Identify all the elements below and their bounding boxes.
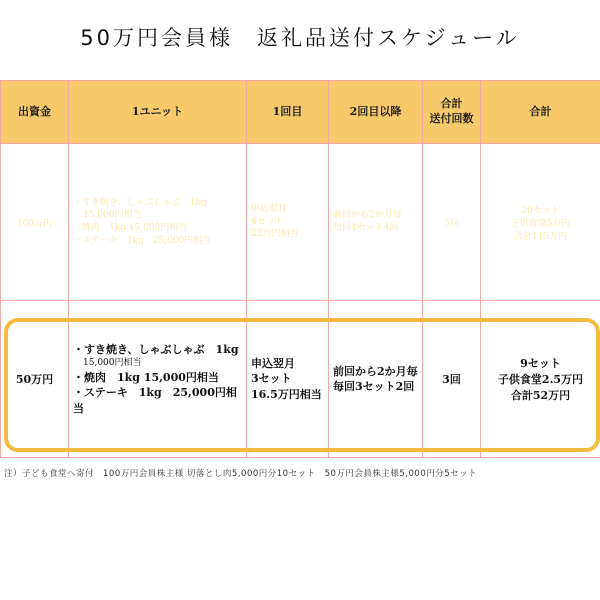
unit-item-sukiyaki-price: 15,000円相当 [83, 358, 142, 369]
cell-count: 3回 [423, 301, 481, 458]
cell-first [247, 301, 329, 458]
first-line2: 3セット [251, 372, 292, 386]
header-row [1, 81, 600, 144]
header-count-line1: 合計 [440, 97, 463, 111]
total-line2: 子供食堂2.5万円 [497, 373, 584, 386]
first-line1: 申込翌月 [251, 356, 295, 370]
schedule-table [0, 80, 600, 458]
first-line1: 申込翌月 [251, 204, 288, 215]
unit-item-steak: ・ステーキ 1kg 25,000円相当 [73, 386, 237, 415]
cell-amount: 100万円 [1, 144, 69, 301]
footnote: 注）子ども食堂へ寄付 100万円会員株主様 切落とし肉5,000円分10セット 50万円会員株主様5,000円分5セット [4, 469, 478, 479]
header-total: 合計 [481, 81, 600, 144]
cell-total [481, 301, 600, 458]
unit-item-sukiyaki: ・すき焼き、しゃぶしゃぶ 1kg [73, 197, 207, 208]
first-line3: 16.5万円相当 [251, 387, 322, 401]
total-line1: 20セット [521, 205, 560, 216]
header-count [423, 81, 481, 144]
cell-first [247, 144, 329, 301]
total-line2: 子供食堂5万円 [510, 218, 571, 229]
cell-amount: 50万円 [1, 301, 69, 458]
unit-item-yakiniku: ・焼肉 1kg 15,000円相当 [73, 370, 219, 384]
later-line2: 毎回4セット4回 [333, 223, 399, 233]
unit-item-yakiniku: ・焼肉 1kg 15,000円相当 [73, 223, 188, 233]
later-line1: 前回から2か月毎 [333, 210, 402, 221]
unit-item-steak: ・ステーキ 1kg 25,000円相当 [73, 235, 212, 246]
cell-later [329, 301, 423, 458]
page-title: 50万円会員様 返礼品送付スケジュール [80, 26, 520, 50]
table-row-50man [1, 301, 600, 458]
first-line3: 22万円相当 [251, 229, 299, 240]
header-later: 2回目以降 [329, 81, 423, 144]
cell-unit [69, 144, 247, 301]
later-line2: 毎回3セット2回 [333, 380, 415, 393]
later-line1: 前回から2か月毎 [333, 364, 418, 378]
header-unit: 1ユニット [69, 81, 247, 144]
total-line3: 合計115万円 [513, 231, 568, 242]
total-line1: 9セット [520, 357, 561, 370]
cell-unit [69, 301, 247, 458]
header-amount: 出資金 [1, 81, 69, 144]
total-line3: 合計52万円 [510, 389, 571, 402]
unit-item-sukiyaki: ・すき焼き、しゃぶしゃぶ 1kg [73, 342, 239, 356]
unit-item-sukiyaki-price: 15,000円相当 [83, 210, 142, 221]
header-count-line2: 送付回数 [429, 112, 474, 125]
cell-total [481, 144, 600, 301]
cell-later [329, 144, 423, 301]
first-line2: 4セット [251, 216, 284, 227]
cell-count: 5回 [423, 144, 481, 301]
table-row-100man [1, 144, 600, 301]
header-first: 1回目 [247, 81, 329, 144]
